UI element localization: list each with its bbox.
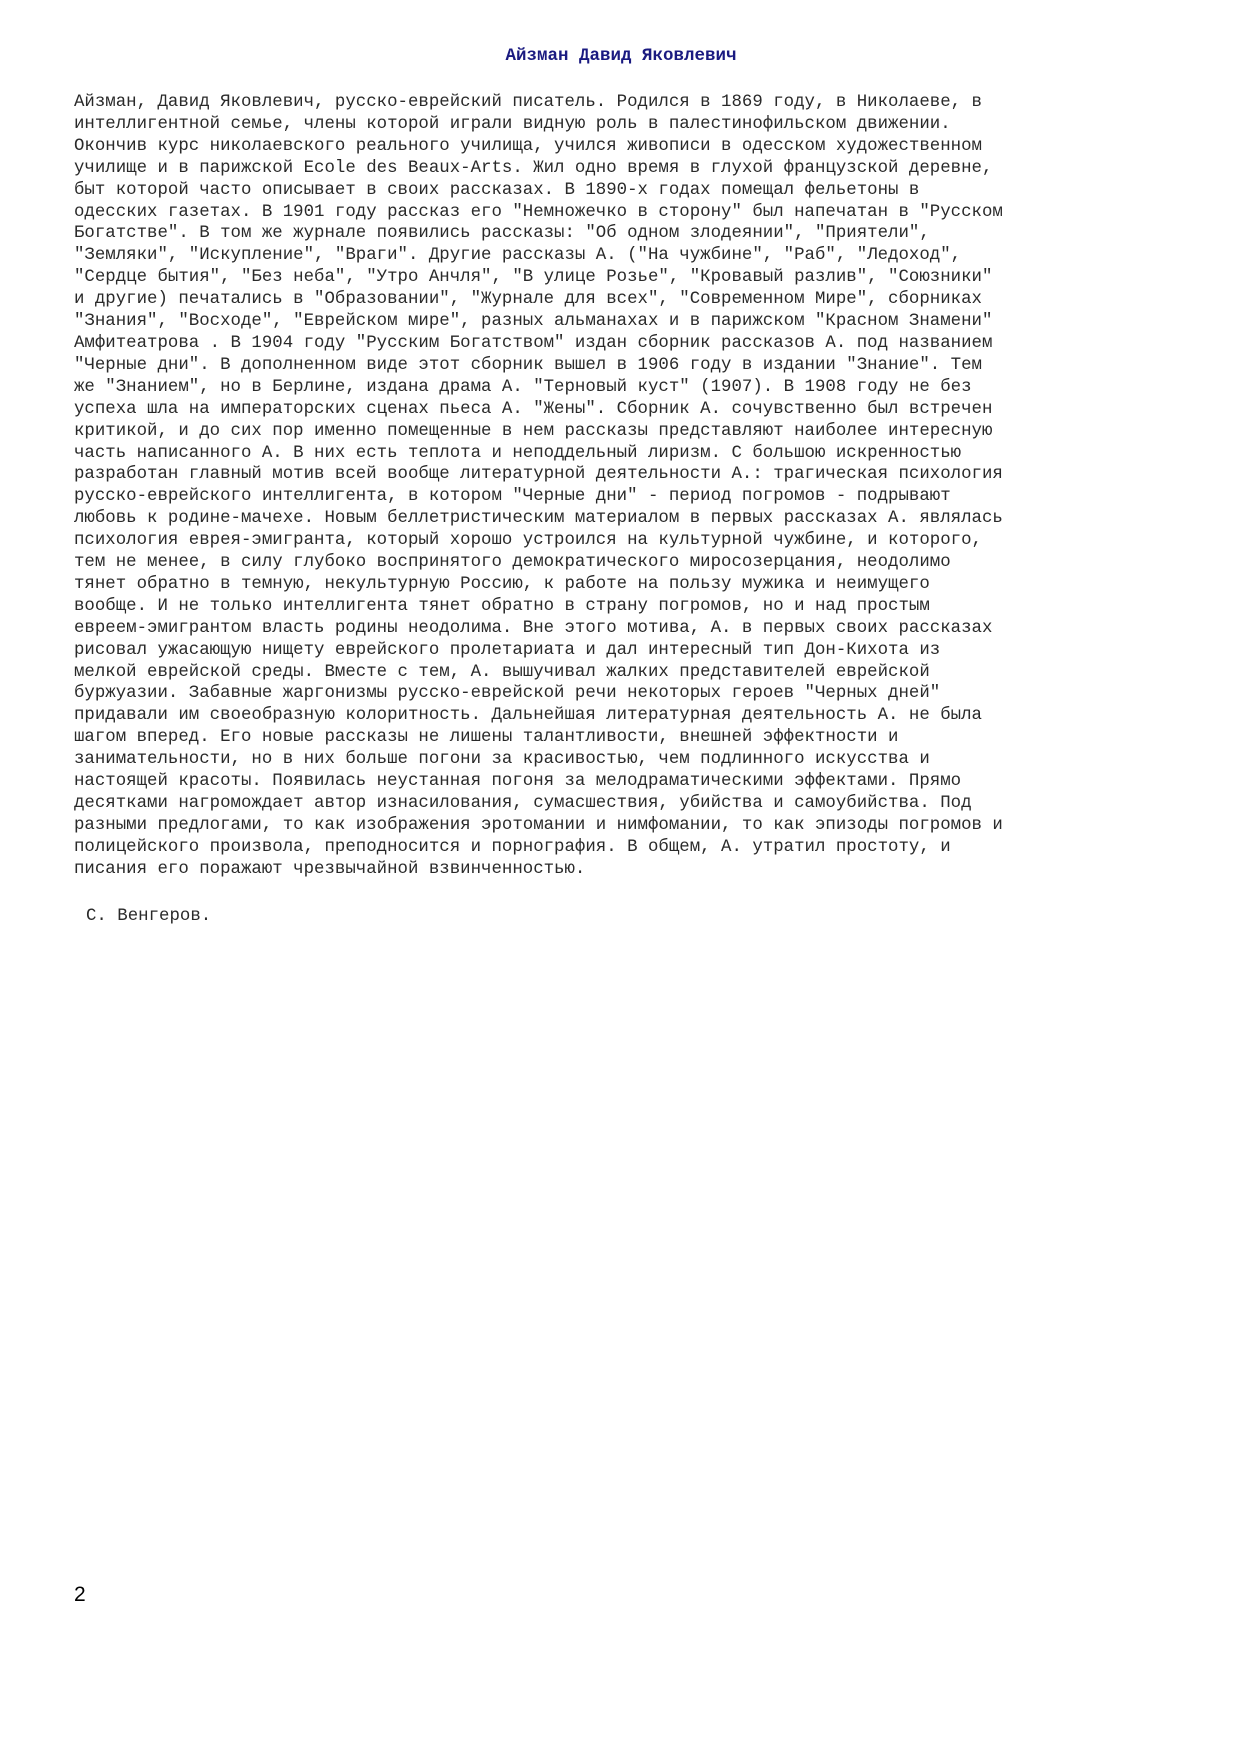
author-signature: С. Венгеров. — [86, 907, 212, 926]
body-line: одесских газетах. В 1901 году рассказ его "Немножечко в сторону" был напечатан в "Русском — [74, 202, 1003, 222]
body-line: интеллигентной семье, члены которой играли видную роль в палестинофильском движении. — [74, 114, 951, 134]
body-line: вообще. И не только интеллигента тянет обратно в страну погромов, но и над простым — [74, 596, 930, 616]
body-line: рисовал ужасающую нищету еврейского пролетариата и дал интересный тип Дон-Кихота из — [74, 640, 941, 660]
body-line: Окончив курс николаевского реального училища, учился живописи в одесском художественном — [74, 136, 982, 156]
body-line: любовь к родине-мачехе. Новым беллетристическим материалом в первых рассказах А. являлась — [74, 509, 1003, 529]
body-line: "Знания", "Восходе", "Еврейском мире", разных альманахах и в парижском "Красном Знамени" — [74, 312, 993, 332]
body-line: Богатстве". В том же журнале появились рассказы: "Об одном злодеянии", "Приятели", — [74, 224, 930, 244]
page-number: 2 — [74, 1583, 86, 1606]
body-line: разными предлогами, то как изображения эротомании и нимфомании, то как эпизоды погромов и — [74, 815, 1003, 835]
body-line: "Черные дни". В дополненном виде этот сборник вышел в 1906 году в издании "Знание". Тем — [74, 355, 982, 375]
body-line: разработан главный мотив всей вообще литературной деятельности А.: трагическая психология — [74, 465, 1003, 485]
body-line: шагом вперед. Его новые рассказы не лишены талантливости, внешней эффектности и — [74, 728, 899, 748]
body-line: настоящей красоты. Появилась неустанная погоня за мелодраматическими эффектами. Прямо — [74, 772, 962, 792]
body-line: и другие) печатались в "Образовании", "Журнале для всех", "Современном Мире", сборниках — [74, 290, 982, 310]
body-line: же "Знанием", но в Берлине, издана драма А. "Терновый куст" (1907). В 1908 году не без — [74, 377, 972, 397]
body-line: училище и в парижской Ecole des Beaux-Arts. Жил одно время в глухой французской деревне, — [74, 158, 993, 178]
body-line: "Сердце бытия", "Без неба", "Утро Анчля", "В улице Розье", "Кровавый разлив", "Союзники" — [74, 268, 993, 288]
body-line: русско-еврейского интеллигента, в котором "Черные дни" - период погромов - подрывают — [74, 487, 951, 507]
body-line: тем не менее, в силу глубоко воспринятого демократического миросозерцания, неодолимо — [74, 553, 951, 573]
body-line: полицейского произвола, преподносится и порнография. В общем, А. утратил простоту, и — [74, 837, 951, 857]
body-line: быт которой часто описывает в своих рассказах. В 1890-х годах помещал фельетоны в — [74, 180, 920, 200]
body-line: занимательности, но в них больше погони за красивостью, чем подлинного искусства и — [74, 750, 930, 770]
article-body — [74, 92, 1214, 881]
body-line: мелкой еврейской среды. Вместе с тем, А. вышучивал жалких представителей еврейской — [74, 662, 930, 682]
body-line: часть написанного А. В них есть теплота и неподдельный лиризм. С большою искренностью — [74, 443, 962, 463]
body-line: Амфитеатрова . В 1904 году "Русским Богатством" издан сборник рассказов А. под названием — [74, 333, 993, 353]
body-line: писания его поражают чрезвычайной взвинченностью. — [74, 859, 586, 879]
body-line: успеха шла на императорских сценах пьеса А. "Жены". Сборник А. сочувственно был встречен — [74, 399, 993, 419]
body-line: придавали им своеобразную колоритность. Дальнейшая литературная деятельность А. не была — [74, 706, 982, 726]
body-line: евреем-эмигрантом власть родины неодолима. Вне этого мотива, А. в первых своих рассказах — [74, 618, 993, 638]
body-line: буржуазии. Забавные жаргонизмы русско-еврейской речи некоторых героев "Черных дней" — [74, 684, 941, 704]
body-line: психология еврея-эмигранта, который хорошо устроился на культурной чужбине, и которого, — [74, 531, 982, 551]
page-title: Айзман Давид Яковлевич — [505, 46, 737, 66]
body-line: тянет обратно в темную, некультурную Россию, к работе на пользу мужика и неимущего — [74, 574, 930, 594]
body-line: десятками нагромождает автор изнасилования, сумасшествия, убийства и самоубийства. Под — [74, 794, 972, 813]
body-line: Айзман, Давид Яковлевич, русско-еврейский писатель. Родился в 1869 году, в Николаеве, в — [74, 93, 982, 112]
body-line: "Земляки", "Искупление", "Враги". Другие рассказы А. ("На чужбине", "Раб", "Ледоход", — [74, 246, 962, 266]
body-line: критикой, и до сих пор именно помещенные в нем рассказы представляют наиболее интересную — [74, 421, 993, 441]
